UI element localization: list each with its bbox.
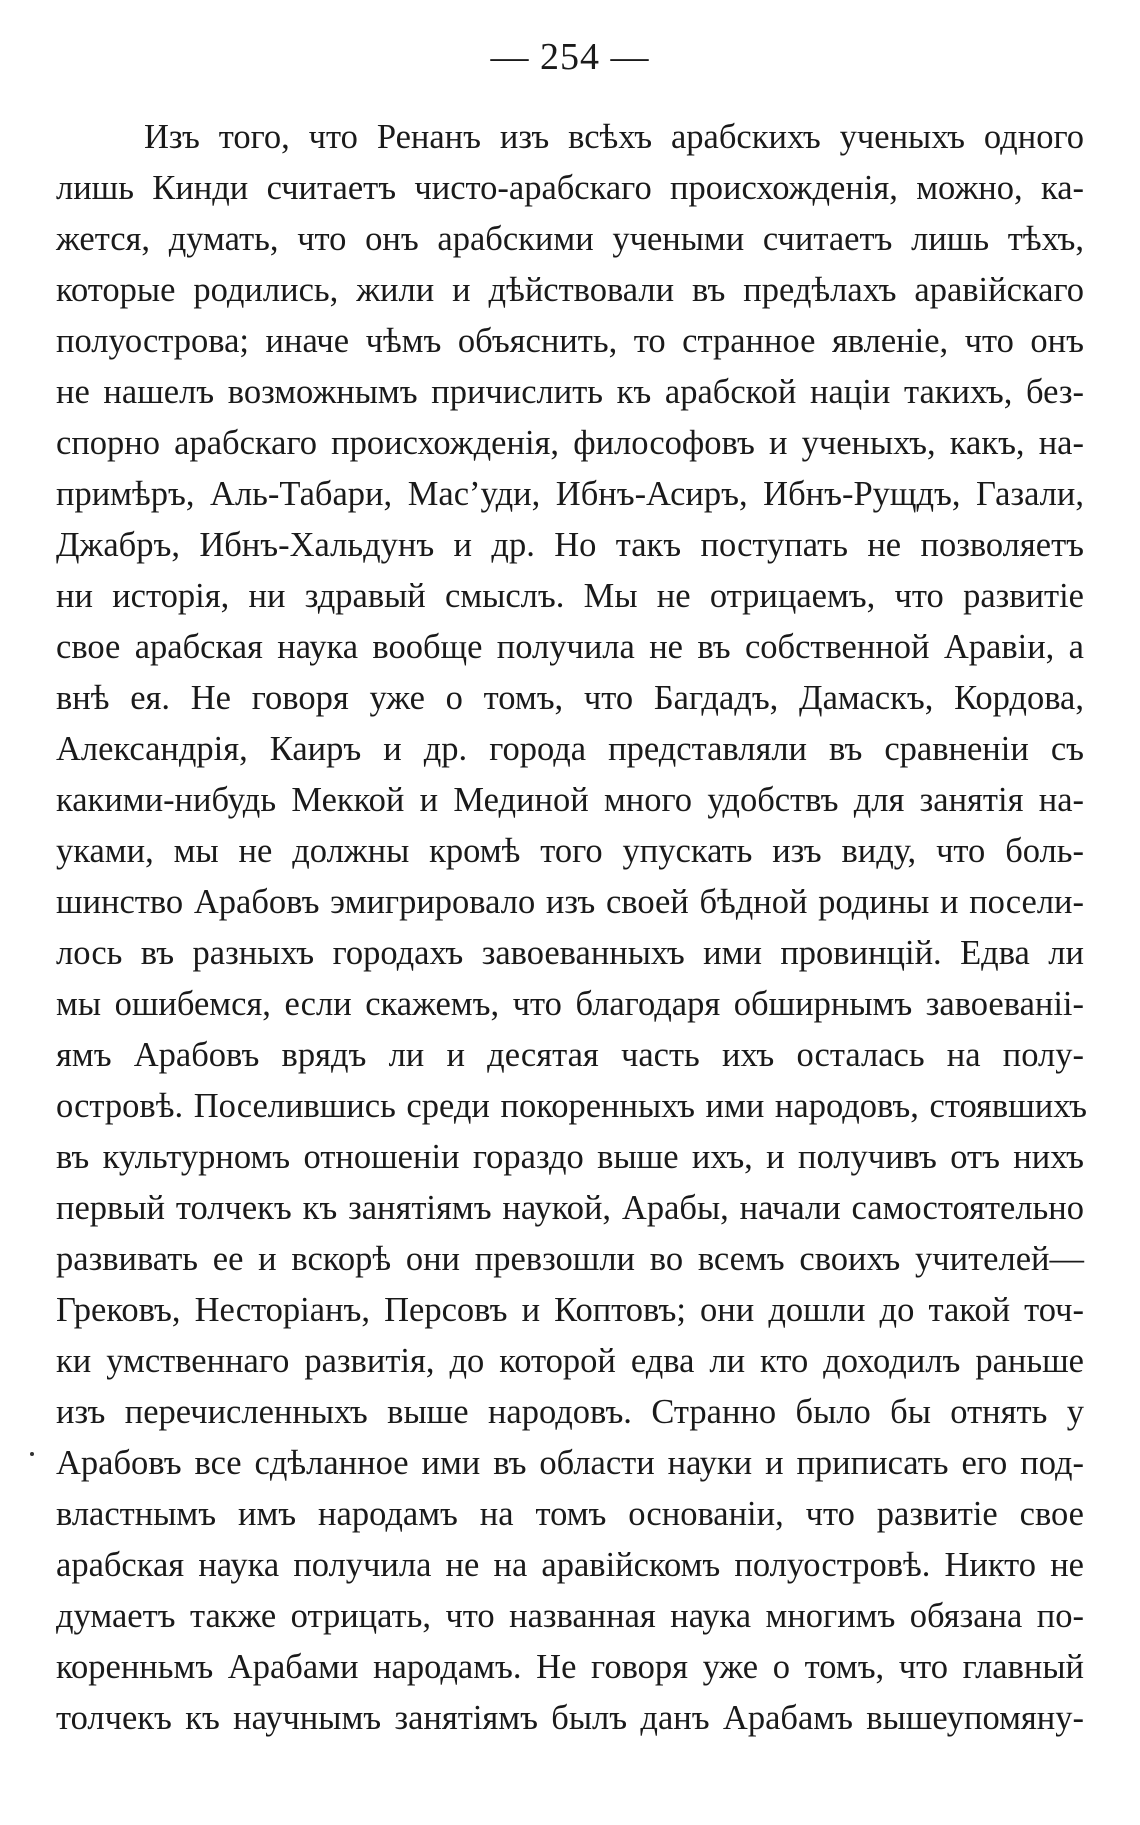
text-line: не нашелъ возможнымъ причислить къ арабской націи такихъ, без-: [56, 373, 1084, 411]
text-line: спорно арабскаго происхожденія, философовъ и ученыхъ, какъ, на-: [56, 424, 1084, 462]
text-line: уками, мы не должны кромѣ того упускать изъ виду, что боль-: [56, 832, 1084, 870]
text-line: примѣръ, Аль-Табари, Мас’уди, Ибнъ-Асиръ, Ибнъ-Рущдъ, Газали,: [56, 475, 1084, 513]
text-line: ки умственнаго развитія, до которой едва ли кто доходилъ раньше: [56, 1342, 1084, 1380]
text-line: Арабовъ все сдѣланное ими въ области науки и приписать его под-: [56, 1444, 1084, 1482]
text-line: ямъ Арабовъ врядъ ли и десятая часть ихъ осталась на полу-: [56, 1036, 1084, 1074]
text-line: въ культурномъ отношеніи гораздо выше ихъ, и получивъ отъ нихъ: [56, 1138, 1084, 1176]
text-line: лось въ разныхъ городахъ завоеванныхъ ими провинцій. Едва ли: [56, 934, 1084, 972]
text-line: думаетъ также отрицать, что названная наука многимъ обязана по-: [56, 1597, 1084, 1635]
text-line: первый толчекъ къ занятіямъ наукой, Арабы, начали самостоятельно: [56, 1189, 1084, 1227]
text-line: Джабръ, Ибнъ-Хальдунъ и др. Но такъ поступать не позволяетъ: [56, 526, 1084, 564]
text-line: внѣ ея. Не говоря уже о томъ, что Багдадъ, Дамаскъ, Кордова,: [56, 679, 1084, 717]
text-line: островѣ. Поселившись среди покоренныхъ ими народовъ, стоявшихъ: [56, 1087, 1088, 1125]
text-line: лишь Кинди считаетъ чисто-арабскаго происхожденія, можно, ка-: [56, 169, 1084, 207]
text-line: коренньмъ Арабами народамъ. Не говоря уже о томъ, что главный: [56, 1648, 1084, 1686]
text-line: развивать ее и вскорѣ они превзошли во всемъ своихъ учителей—: [56, 1240, 1084, 1278]
page-number: — 254 —: [490, 36, 650, 78]
text-line: Изъ того, что Ренанъ изъ всѣхъ арабскихъ ученыхъ одного: [144, 118, 1084, 156]
text-line: арабская наука получила не на аравійскомъ полуостровѣ. Никто не: [56, 1546, 1084, 1584]
text-line: властнымъ имъ народамъ на томъ основаніи, что развитіе свое: [56, 1495, 1084, 1533]
text-line: шинство Арабовъ эмигрировало изъ своей бѣдной родины и посели-: [56, 883, 1084, 921]
text-line: полуострова; иначе чѣмъ объяснить, то странное явленіе, что онъ: [56, 322, 1084, 360]
text-line: какими-нибудь Меккой и Мединой много удобствъ для занятія на-: [56, 781, 1084, 819]
text-line: свое арабская наука вообще получила не въ собственной Аравіи, а: [56, 628, 1084, 666]
text-line: Грековъ, Несторіанъ, Персовъ и Коптовъ; они дошли до такой точ-: [56, 1291, 1084, 1329]
text-line: толчекъ къ научнымъ занятіямъ былъ данъ Арабамъ вышеупомяну-: [56, 1699, 1084, 1737]
text-line: которые родились, жили и дѣйствовали въ предѣлахъ аравійскаго: [56, 271, 1084, 309]
text-line: изъ перечисленныхъ выше народовъ. Странно было бы отнять у: [56, 1393, 1084, 1431]
text-line: жется, думать, что онъ арабскими учеными считаетъ лишь тѣхъ,: [56, 220, 1084, 258]
margin-speck: [30, 1452, 34, 1456]
text-line: Александрія, Каиръ и др. города представляли въ сравненіи съ: [56, 730, 1084, 768]
text-line: мы ошибемся, если скажемъ, что благодаря обширнымъ завоеваніi-: [56, 985, 1084, 1023]
text-line: ни исторія, ни здравый смыслъ. Мы не отрицаемъ, что развитіе: [56, 577, 1084, 615]
body-text: [56, 112, 1088, 1744]
